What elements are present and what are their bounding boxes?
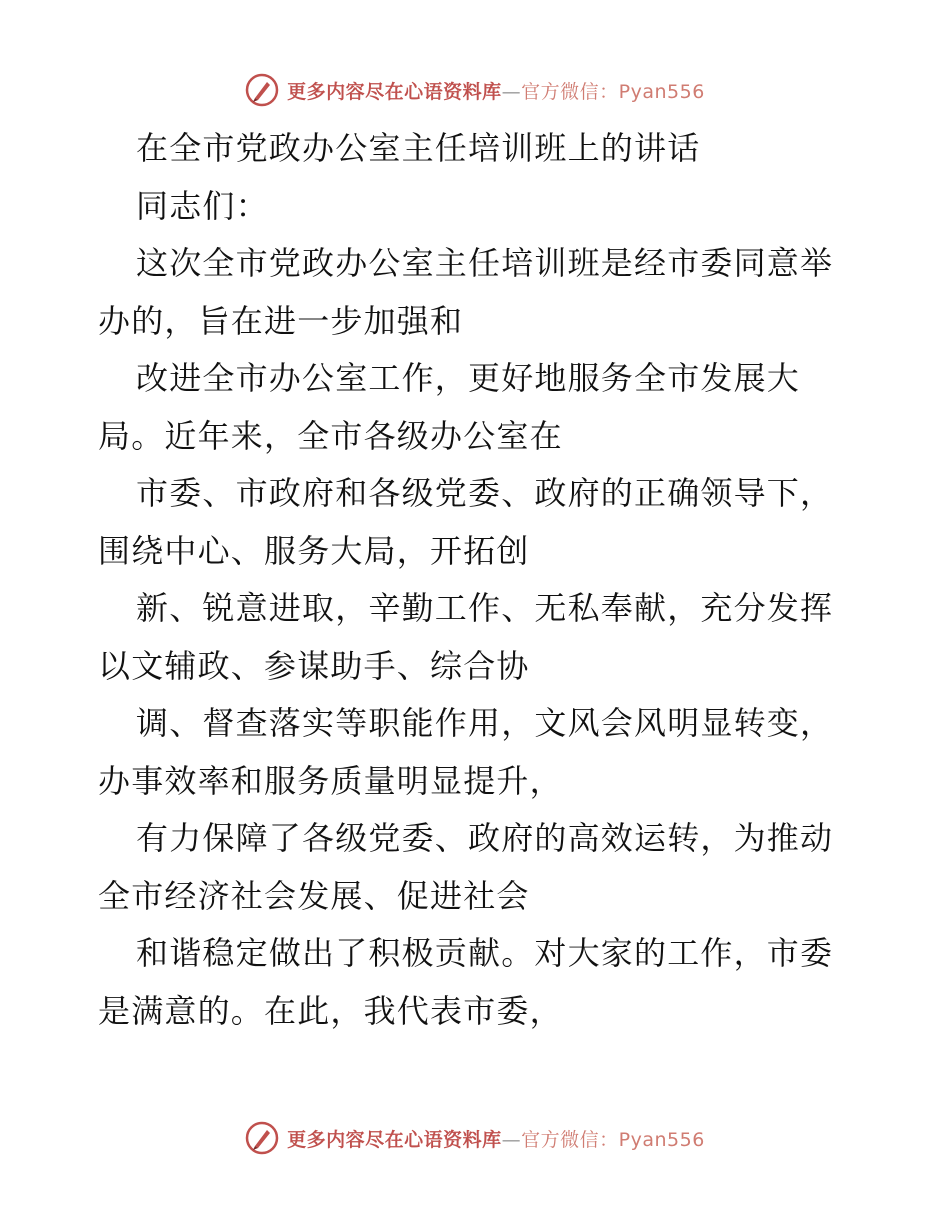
text-line: 调、督查落实等职能作用，文风会风明显转变， xyxy=(136,704,834,742)
quill-pen-logo-icon xyxy=(245,1121,279,1155)
text-line: 这次全市党政办公室主任培训班是经市委同意举 xyxy=(136,244,834,282)
text-line: 市委、市政府和各级党委、政府的正确领导下， xyxy=(136,474,834,512)
banner-separator: — xyxy=(501,80,522,103)
text-line: 有力保障了各级党委、政府的高效运转，为推动 xyxy=(136,819,834,857)
salutation-line: 同志们： xyxy=(136,186,269,225)
footer-watermark-banner xyxy=(0,1118,950,1158)
text-line: 办事效率和服务质量明显提升， xyxy=(98,761,563,800)
banner-contact-text: 官方微信：Pyan556 xyxy=(521,80,705,103)
text-line: 新、锐意进取，辛勤工作、无私奉献，充分发挥 xyxy=(136,589,834,627)
banner-contact-text: 官方微信：Pyan556 xyxy=(521,1128,705,1151)
document-title: 在全市党政办公室主任培训班上的讲话 xyxy=(136,129,701,167)
banner-caption xyxy=(287,77,705,104)
text-line: 局。近年来，全市各级办公室在 xyxy=(98,416,563,455)
text-line: 是满意的。在此，我代表市委， xyxy=(98,991,563,1030)
banner-brand-text: 更多内容尽在心语资料库 xyxy=(287,80,502,103)
text-line: 和谐稳定做出了积极贡献。对大家的工作，市委 xyxy=(136,934,834,972)
text-line: 以文辅政、参谋助手、综合协 xyxy=(98,646,530,685)
document-body xyxy=(98,120,868,1040)
header-watermark-banner xyxy=(0,70,950,110)
text-line: 围绕中心、服务大局，开拓创 xyxy=(98,531,530,570)
banner-caption xyxy=(287,1125,705,1152)
text-line: 全市经济社会发展、促进社会 xyxy=(98,876,530,915)
text-line: 改进全市办公室工作，更好地服务全市发展大 xyxy=(136,359,801,397)
quill-pen-logo-icon xyxy=(245,73,279,107)
banner-separator: — xyxy=(501,1128,522,1151)
banner-brand-text: 更多内容尽在心语资料库 xyxy=(287,1128,502,1151)
text-line: 办的，旨在进一步加强和 xyxy=(98,301,464,340)
